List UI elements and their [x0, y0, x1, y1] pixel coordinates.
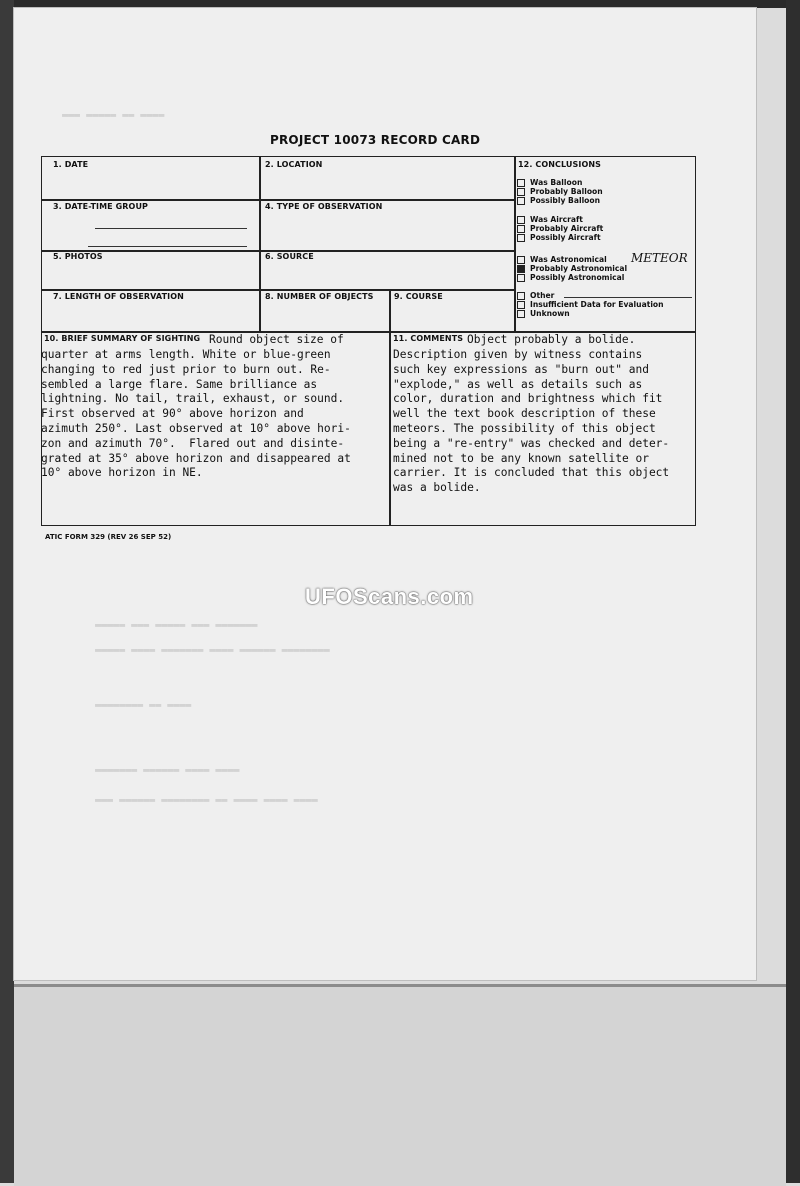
conclusion-option-label: Probably Balloon: [530, 187, 603, 196]
conclusion-option-label: Insufficient Data for Evaluation: [530, 300, 664, 309]
conclusion-option-label: Was Balloon: [530, 178, 583, 187]
location-label: 2. LOCATION: [265, 160, 323, 169]
bleed-through-text: ▬▬▬▬▬▬▬▬ ▬▬ ▬▬▬▬: [95, 700, 192, 711]
conclusion-option-label: Unknown: [530, 309, 570, 318]
conclusion-option-label: Other: [530, 291, 555, 300]
text-line: lightning. No tail, trail, exhaust, or sound.: [41, 392, 345, 406]
handwritten-meteor-note: METEOR: [631, 251, 688, 265]
checkbox-empty-icon: [517, 216, 525, 224]
text-line: color, duration and brightness which fit: [393, 392, 663, 406]
length-of-observation-label: 7. LENGTH OF OBSERVATION: [53, 292, 184, 301]
grid-line: [42, 199, 514, 201]
text-line: carrier. It is concluded that this object: [393, 466, 670, 480]
text-line: 10° above horizon in NE.: [41, 466, 203, 480]
text-line: Description given by witness contains: [393, 348, 643, 361]
grid-line: [389, 289, 391, 525]
scan-frame-left: [0, 0, 14, 1183]
conclusion-option-label: Was Aircraft: [530, 215, 583, 224]
checkbox-empty-icon: [517, 197, 525, 205]
watermark: UFOScans.com: [305, 584, 474, 609]
checkbox-empty-icon: [517, 225, 525, 233]
scan-frame-top: [0, 0, 800, 8]
bleed-through-text: ▬▬▬▬▬ ▬▬▬ ▬▬▬▬▬ ▬▬▬ ▬▬▬▬▬▬▬: [95, 620, 258, 631]
local-time-underline: [95, 228, 247, 229]
conclusion-option: [517, 300, 664, 309]
scan-frame-right: [786, 0, 800, 1183]
checkbox-empty-icon: [517, 256, 525, 264]
conclusion-option-label: Probably Aircraft: [530, 224, 604, 233]
conclusion-option: [517, 178, 582, 187]
conclusion-option: [517, 224, 603, 233]
conclusion-option: [517, 273, 624, 282]
conclusion-option-label: Possibly Aircraft: [530, 233, 601, 242]
gmt-underline: [88, 246, 247, 247]
conclusion-option-label: Was Astronomical: [530, 255, 607, 264]
text-line: meteors. The possibility of this object: [393, 422, 656, 435]
text-line: such key expressions as "burn out" and: [393, 362, 649, 376]
bleed-through-text: ▬▬▬▬▬▬▬ ▬▬▬▬▬▬ ▬▬▬▬ ▬▬▬▬: [95, 765, 240, 776]
checkbox-empty-icon: [517, 234, 525, 242]
bleed-through-text: ▬▬▬ ▬▬▬▬▬▬ ▬▬▬▬▬▬▬▬ ▬▬ ▬▬▬▬ ▬▬▬▬ ▬▬▬▬: [95, 795, 318, 806]
conclusion-option: [517, 187, 603, 196]
grid-line: [42, 289, 514, 291]
checkbox-empty-icon: [517, 274, 525, 282]
source-label: 6. SOURCE: [265, 252, 314, 261]
text-line: grated at 35° above horizon and disappeared at: [41, 451, 351, 465]
checkbox-empty-icon: [517, 310, 525, 318]
text-line: azimuth 250°. Last observed at 10° above hori-: [41, 422, 351, 435]
date-label: 1. DATE: [53, 160, 89, 169]
text-line: sembled a large flare. Same brilliance as: [41, 377, 318, 391]
conclusion-option-label: Probably Astronomical: [530, 264, 628, 273]
datetime-group-label: 3. DATE-TIME GROUP: [53, 202, 148, 211]
conclusion-option-label: Possibly Astronomical: [530, 273, 625, 282]
underlying-sheet: [14, 984, 786, 1186]
text-line: being a "re-entry" was checked and deter-: [393, 436, 670, 450]
text-line: well the text book description of these: [393, 407, 656, 421]
other-underline: [564, 297, 692, 298]
conclusion-option: [517, 215, 583, 224]
brief-summary-label: 10. BRIEF SUMMARY OF SIGHTING: [44, 334, 201, 343]
text-line: was a bolide.: [393, 481, 481, 495]
checkbox-empty-icon: [517, 301, 525, 309]
conclusion-option-label: Possibly Balloon: [530, 196, 601, 205]
conclusion-option: [517, 291, 554, 300]
type-of-observation-label: 4. TYPE OF OBSERVATION: [265, 202, 383, 211]
conclusions-label: 12. CONCLUSIONS: [518, 160, 601, 169]
conclusion-option: [517, 309, 570, 318]
conclusion-option: [517, 255, 607, 264]
card-title: PROJECT 10073 RECORD CARD: [270, 133, 481, 147]
bleed-through-text: ▬▬▬ ▬▬▬▬▬ ▬▬ ▬▬▬▬: [62, 110, 165, 121]
text-line: First observed at 90° above horizon and: [41, 407, 304, 421]
text-line: quarter at arms length. White or blue-green: [41, 348, 331, 361]
text-line: "explode," as well as details such as: [393, 377, 643, 391]
number-of-objects-label: 8. NUMBER OF OBJECTS: [265, 292, 374, 301]
brief-summary-first-line: Round object size of: [209, 333, 344, 346]
text-line: zon and azimuth 70°. Flared out and disinte-: [41, 436, 345, 450]
comments-first-line: Object probably a bolide.: [467, 333, 636, 346]
grid-line: [514, 157, 516, 331]
conclusion-option: [517, 264, 627, 273]
comments-label: 11. COMMENTS: [393, 334, 464, 343]
photos-label: 5. PHOTOS: [53, 252, 103, 261]
text-line: mined not to be any known satellite or: [393, 451, 649, 465]
checkbox-empty-icon: [517, 179, 525, 187]
conclusion-option: [517, 233, 601, 242]
course-label: 9. COURSE: [394, 292, 443, 301]
text-line: changing to red just prior to burn out. Re-: [41, 362, 331, 376]
checkbox-checked-icon: [517, 265, 525, 273]
grid-line: [259, 157, 261, 331]
checkbox-empty-icon: [517, 188, 525, 196]
bleed-through-text: ▬▬▬▬▬ ▬▬▬▬ ▬▬▬▬▬▬▬ ▬▬▬▬ ▬▬▬▬▬▬ ▬▬▬▬▬▬▬▬: [95, 645, 330, 656]
checkbox-empty-icon: [517, 292, 525, 300]
conclusion-option: [517, 196, 600, 205]
form-footer: ATIC FORM 329 (REV 26 SEP 52): [45, 533, 172, 541]
